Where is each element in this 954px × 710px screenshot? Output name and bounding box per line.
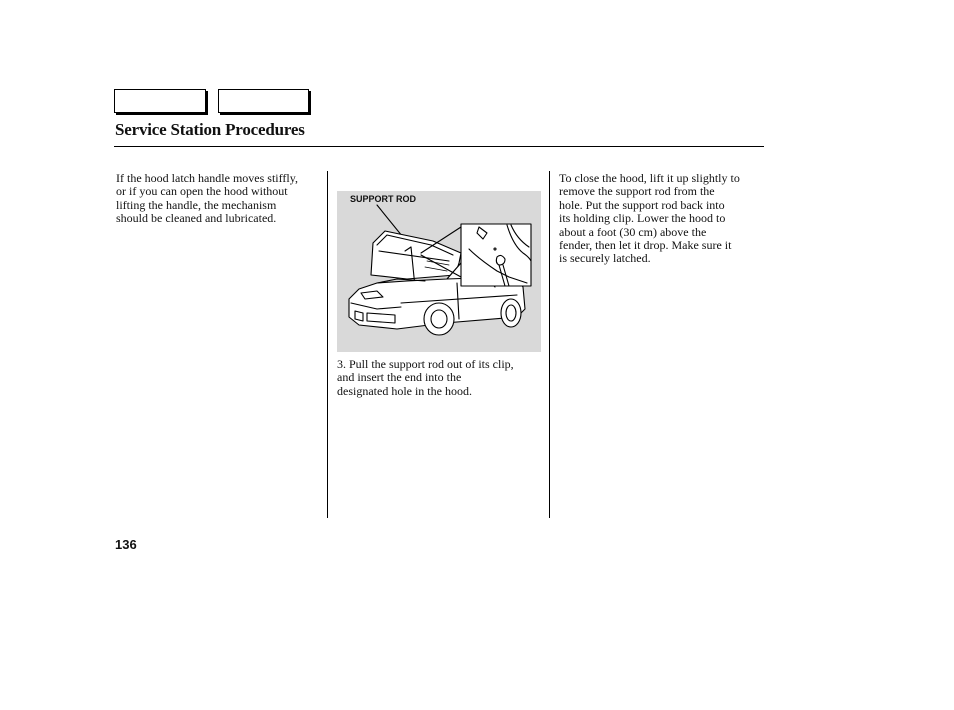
column-divider-2 [549,171,550,518]
figure-label: SUPPORT ROD [350,194,417,204]
nav-button-1[interactable] [114,89,206,113]
column-divider-1 [327,171,328,518]
support-rod-illustration [337,191,541,352]
page-title: Service Station Procedures [115,120,305,139]
hood-latch-paragraph: If the hood latch handle moves stiffly, or if you can open the hood without lifting the handle, the mechanism should be cleaned and lubricated. [116,171,298,226]
step-3-text: 3. Pull the support rod out of its clip, and insert the end into the designated hole in the hood. [337,357,514,398]
page-number: 136 [115,537,137,552]
car-hood-open-drawing [337,191,541,352]
close-hood-paragraph: To close the hood, lift it up slightly to remove the support rod from the hole. Put the support rod back into its holding clip. Lower the hood to about a foot (30 cm) above the fender, then let it drop. Make sure it is securely latched. [559,171,740,266]
title-rule [114,146,764,147]
nav-button-2[interactable] [218,89,309,113]
